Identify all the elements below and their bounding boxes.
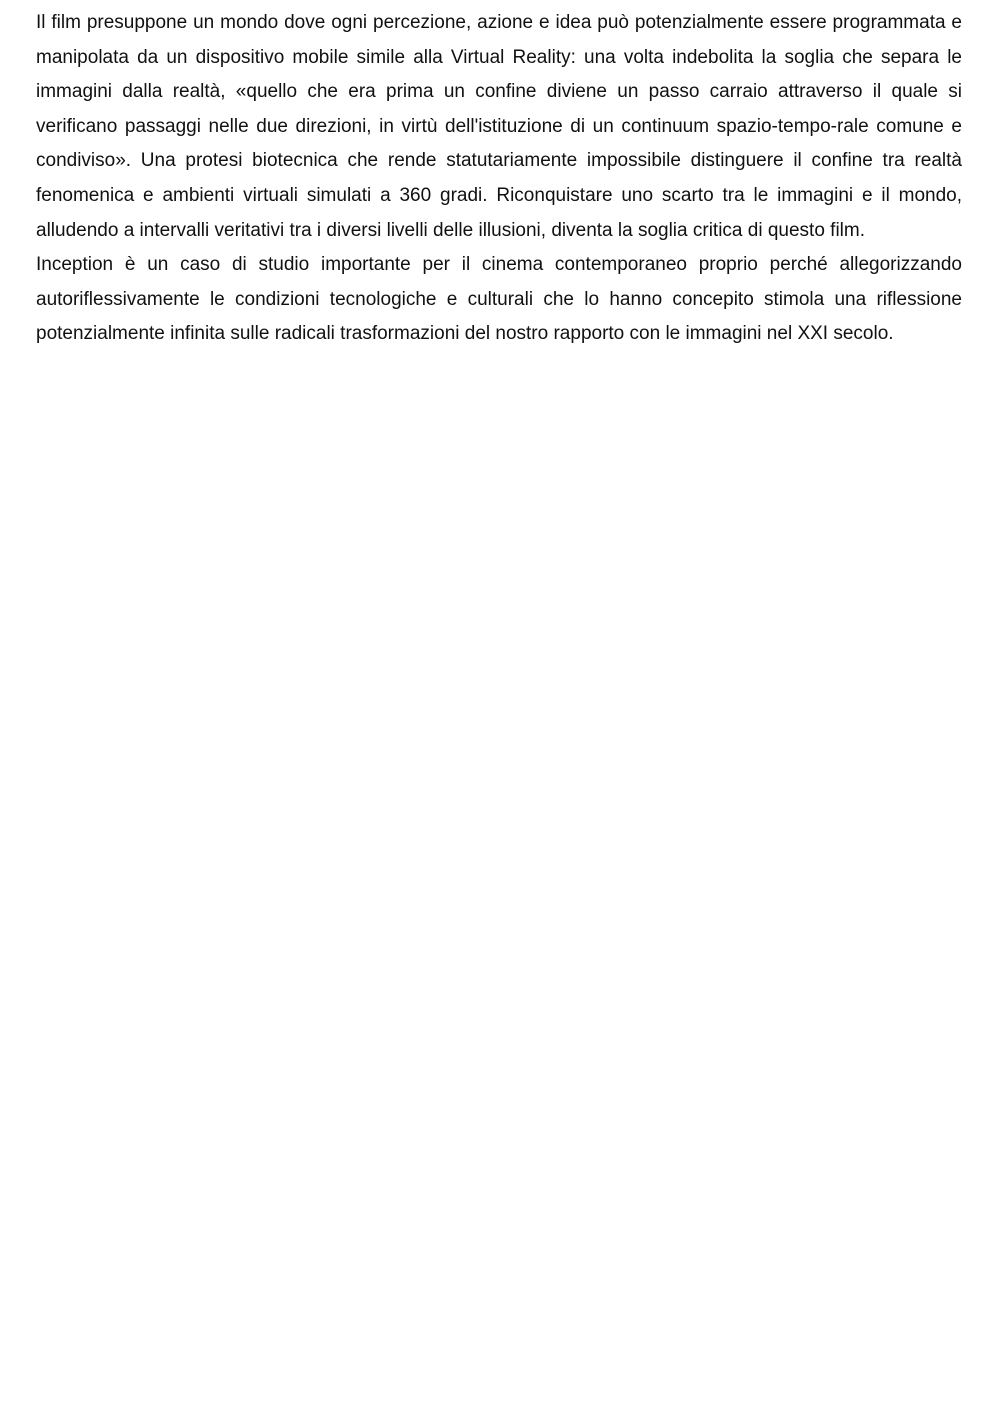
- body-paragraph: Inception è un caso di studio importante per il cinema contemporaneo proprio perché allegorizzando autoriflessivamente le condizioni tecnologiche e culturali che lo hanno concepito stimola una riflessione potenzialmente infinita sulle radicali trasformazioni del nostro rapporto con le immagini nel XXI secolo.: [36, 254, 962, 345]
- body-paragraph: Il film presuppone un mondo dove ogni percezione, azione e idea può potenzialmente essere programmata e manipolata da un dispositivo mobile simile alla Virtual Reality: una volta indebolita la soglia che separa le immagini dalla realtà, «quello che era prima un confine diviene un passo carraio attraverso il quale si verificano passaggi nelle due direzioni, in virtù dell'istituzione di un continuum spazio-tempo-rale comune e condiviso». Una protesi biotecnica che rende statutariamente impossibile distinguere il confine tra realtà fenomenica e ambienti virtuali simulati a 360 gradi. Riconquistare uno scarto tra le immagini e il mondo, alludendo a intervalli veritativi tra i diversi livelli delle illusioni, diventa la soglia critica di questo film.: [36, 12, 962, 241]
- document-page: [36, 6, 962, 352]
